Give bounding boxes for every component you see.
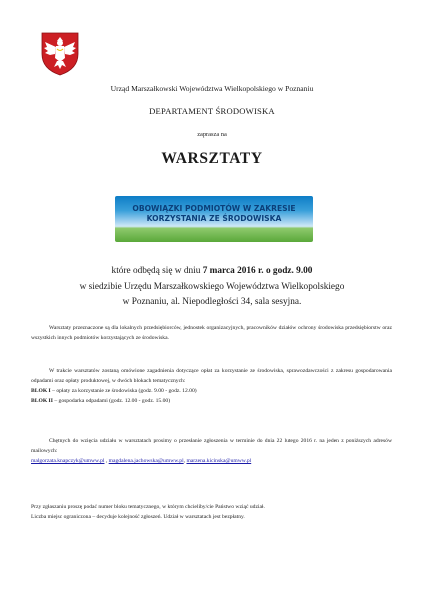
email-link-1[interactable]: malgorzata.knapczyk@umww.pl	[31, 458, 105, 464]
event-details	[0, 264, 424, 311]
block-2-line	[31, 396, 392, 406]
coat-of-arms-icon	[41, 32, 79, 76]
banner-line-2: KORZYSTANIA ZE ŚRODOWISKA	[146, 214, 282, 223]
block-2-text: – gospodarka odpadami (godz. 12.00 - godz. 15.00)	[52, 398, 171, 404]
event-address-line: w Poznaniu, al. Niepodległości 34, sala sesyjna.	[122, 297, 302, 307]
event-date-prefix: które odbędą się w dniu	[111, 266, 203, 276]
registration-paragraph	[31, 436, 392, 466]
office-name: Urząd Marszałkowski Województwa Wielkopolskiego w Poznaniu	[110, 84, 314, 93]
event-date: 7 marca 2016 r. o godz. 9.00	[202, 266, 313, 276]
department-name: DEPARTAMENT ŚRODOWISKA	[149, 106, 275, 116]
audience-paragraph	[31, 323, 392, 343]
topic-banner	[115, 196, 313, 242]
email-list: malgorzata.knapczyk@umww.pl , magdalena.jachowska@umww.pl, marzena.kicinska@umww.pl	[31, 458, 252, 464]
topics-paragraph	[31, 366, 392, 406]
banner-line-1: OBOWIĄZKI PODMIOTÓW W ZAKRESIE	[132, 204, 296, 213]
registration-text: Chętnych do wzięcia udziału w warsztatach prosimy o przesłanie zgłoszenia w terminie do dnia 22 lutego 2016 r. na jeden z poniższych adresów mailowych:	[31, 438, 392, 454]
email-link-3[interactable]: marzena.kicinska@umww.pl	[186, 458, 252, 464]
block-1-text: – opłaty za korzystanie ze środowiska (godz. 9.00 - godz. 12.00)	[50, 388, 197, 394]
notes-paragraph	[31, 502, 392, 522]
page-title: WARSZTATY	[161, 150, 263, 167]
topics-text: W trakcie warsztatów zostaną omówione zagadnienia dotyczące opłat za korzystanie ze środowiska, sprawozdawczości z zakresu gospodarowania odpadami oraz opłaty produktowej, w dwóch blokach tematycznych:	[31, 368, 392, 384]
banner-text	[115, 204, 313, 224]
audience-text: Warsztaty przeznaczone są dla lokalnych przedsiębiorców, jednostek organizacyjnych, pracowników działów ochrony środowiska przedsiębiorstw oraz wszystkich innych podmiotów korzystających ze środowiska.	[31, 325, 392, 341]
note-1: Przy zgłaszaniu proszę podać numer bloku tematycznego, w którym chcieliby/cie Państwo wziąć udział.	[31, 504, 265, 510]
email-link-2[interactable]: magdalena.jachowska@umww.pl	[108, 458, 184, 464]
block-1-line	[31, 386, 392, 396]
invitation-line: zaprasza na	[197, 131, 227, 138]
event-venue-line: w siedzibie Urzędu Marszałkowskiego Województwa Wielkopolskiego	[79, 281, 345, 292]
block-1-label: BLOK I	[31, 388, 51, 394]
event-date-line	[0, 264, 424, 280]
block-2-label: BLOK II	[31, 398, 53, 404]
note-2: Liczba miejsc ograniczona – decyduje kolejność zgłoszeń. Udział w warsztatach jest bezpłatny.	[31, 514, 245, 520]
